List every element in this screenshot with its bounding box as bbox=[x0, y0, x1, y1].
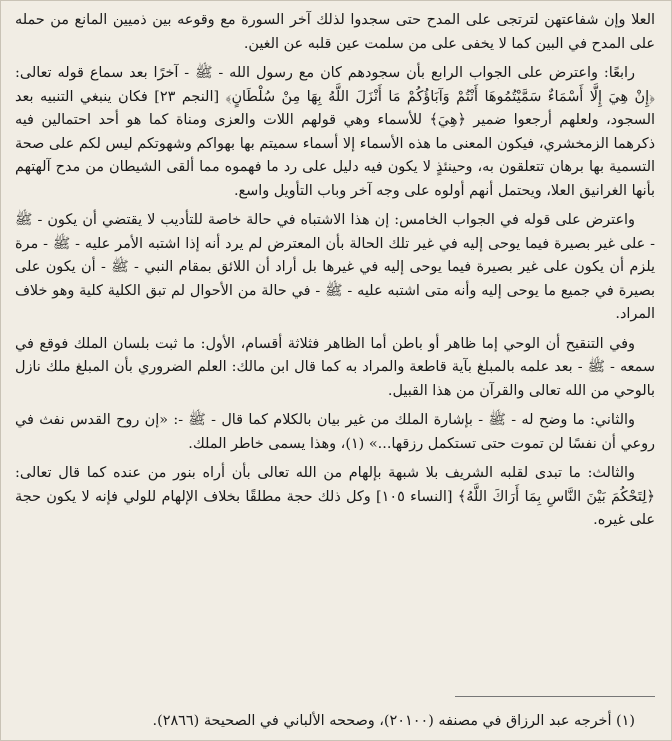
paragraph: والثاني: ما وضح له - ﷺ - بإشارة الملك من غير بيان بالكلام كما قال - ﷺ -: «إن روح القدس نفث في روعي أن نفسًا لن تموت حتى تستكمل رزقها...» (١)، وهذا يسمى خاطر الملك. bbox=[15, 412, 655, 452]
paragraph: العلا وإن شفاعتهن لترتجى على المدح حتى سجدوا لذلك آخر السورة مع وقوعه بين ذميين المانع من حمله على المدح في البين كما لا يخفى على من سلمت عين قلبه عن الغين. bbox=[15, 12, 655, 52]
main-text bbox=[15, 9, 655, 533]
footnote: (١) أخرجه عبد الرزاق في مصنفه (٢٠١٠٠)، وصححه الألباني في الصحيحة (٢٨٦٦). bbox=[152, 713, 635, 729]
footnote-divider bbox=[455, 696, 655, 697]
paragraph: والثالث: ما تبدى لقلبه الشريف بلا شبهة بإلهام من الله تعالى بأن أراه بنور من عنده كما قال تعالى: ﴿لِتَحْكُمَ بَيْنَ النَّاسِ بِمَا أَرَاكَ اللَّهُ﴾ [النساء ١٠٥] وكل ذلك حجة مطلقًا بخلاف الإلهام للولي فإنه لا يكون حجة على غيره. bbox=[15, 465, 655, 528]
paragraph: رابعًا: واعترض على الجواب الرابع بأن سجودهم كان مع رسول الله - ﷺ - آخرًا بعد سماع قوله تعالى: ﴿إِنْ هِيَ إِلَّا أَسْمَاءٌ سَمَّيْتُمُوهَا أَنْتُمْ وَآبَاؤُكُمْ مَا أَنْزَلَ اللَّهُ بِهَا مِنْ سُلْطَانٍ﴾ [النجم ٢٣] فكان ينبغي التنبيه بعد السجود، ولعلهم أرجعوا ضمير ﴿هِيَ﴾ للأسماء وهي قولهم اللات والعزى ومناة كما هو أحد احتمالين فيه ذكرهما الزمخشري، فيكون المعنى ما هذه الأسماء إلا أسماء سميتم بها بهواكم وشهوتكم ليس لكم على صحة التسمية بها برهان تتعلقون به، وحينئذٍ لا يكون فيه دليل على رد ما فهموه مما ألقى الشيطان من مدح آلهتهم بأنها الغرانيق العلا، ويحتمل أنهم أولوه على وجه آخر وباب التأويل واسع. bbox=[15, 65, 655, 199]
paragraph: واعترض على قوله في الجواب الخامس: إن هذا الاشتباه في حالة خاصة للتأديب لا يقتضي أن يكون - ﷺ - على غير بصيرة فيما يوحى إليه في غير تلك الحالة بأن المعترض لم يرد أنه إذا اشتبه الأمر عليه - ﷺ - مرة يلزم أن يكون على غير بصيرة فيما يوحى إليه في غيرها بل أراد أن اللائق بمقام النبي - ﷺ - أن يكون على بصيرة في جميع ما يوحى إليه وأنه متى اشتبه عليه - ﷺ - في حالة من الأحوال لم تبق الكلية كلية وهو خلاف المراد. bbox=[15, 212, 655, 322]
paragraph: وفي التنقيح أن الوحي إما ظاهر أو باطن أما الظاهر فثلاثة أقسام، الأول: ما ثبت بلسان الملك فوقع في سمعه - ﷺ - بعد علمه بالمبلغ بآية قاطعة والمراد به كما قال ابن مالك: العلم الضروري بأن المبلغ ملك نازل بالوحي من الله تعالى والقرآن من هذا القبيل. bbox=[15, 335, 655, 399]
